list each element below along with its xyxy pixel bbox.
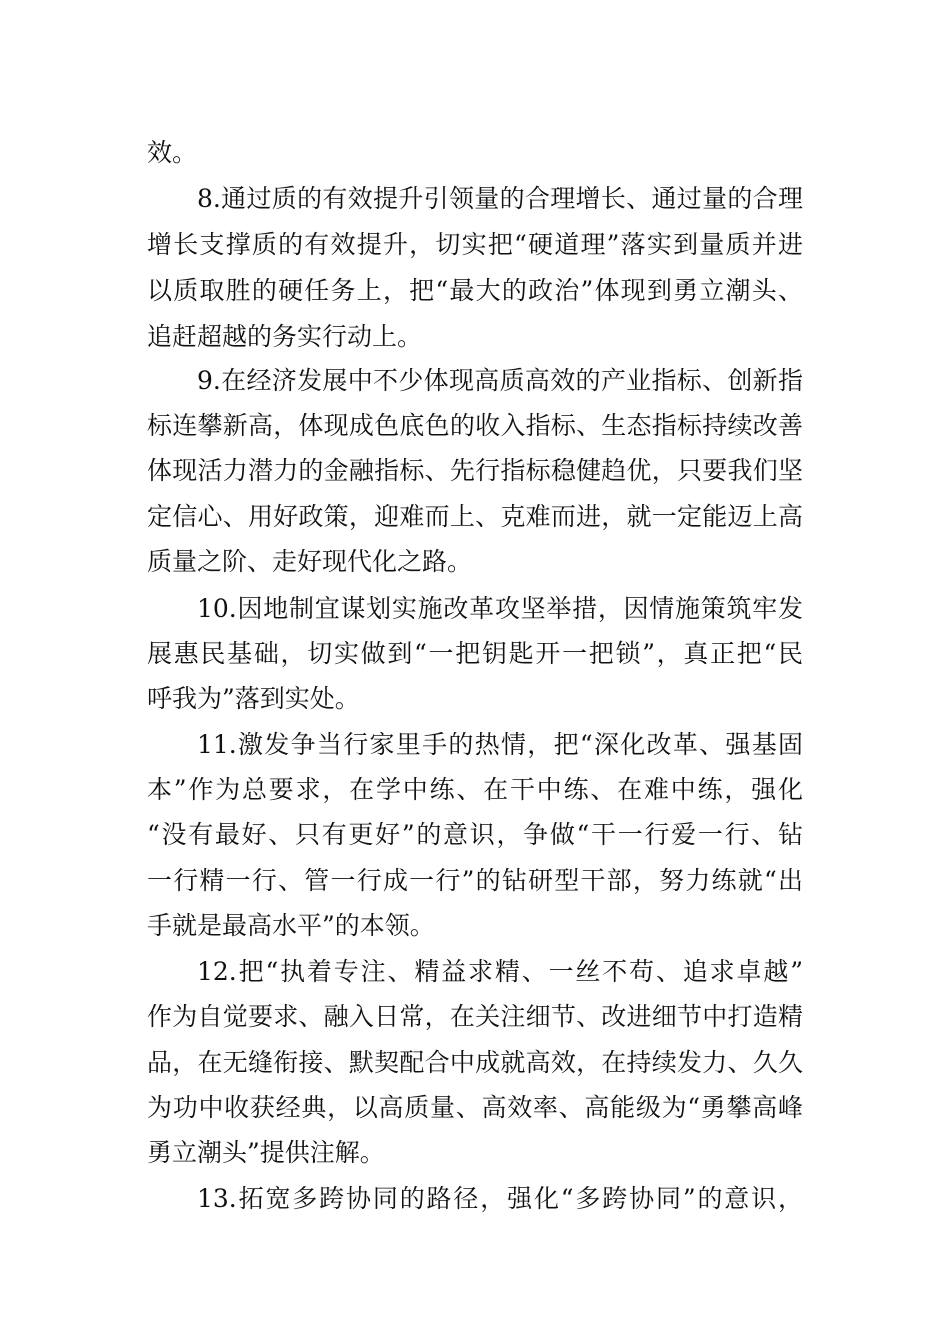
text-line: 作为自觉要求、融入日常，在关注细节、改进细节中打造精 xyxy=(147,1002,803,1031)
text-line: 呼我为”落到实处。 xyxy=(147,684,360,713)
text-line: 定信心、用好政策，迎难而上、克难而进，就一定能迈上高 xyxy=(147,502,803,531)
text-line: 追赶超越的务实行动上。 xyxy=(147,322,423,351)
text-line: 品，在无缝衔接、默契配合中成就高效，在持续发力、久久 xyxy=(147,1048,803,1077)
text-line: 体现活力潜力的金融指标、先行指标稳健趋优，只要我们坚 xyxy=(147,456,803,485)
text-line: 手就是最高水平”的本领。 xyxy=(147,911,435,940)
text-line: 展惠民基础，切实做到“一把钥匙开一把锁”，真正把“民 xyxy=(147,639,803,668)
text-line: 质量之阶、走好现代化之路。 xyxy=(147,547,473,576)
text-line: 为功中收获经典，以高质量、高效率、高能级为“勇攀高峰 xyxy=(147,1093,803,1122)
text-line: 12.把“执着专注、精益求精、一丝不苟、追求卓越” xyxy=(197,957,803,986)
text-line: 一行精一行、管一行成一行”的钻研型干部，努力练就“出 xyxy=(147,866,803,895)
text-line: 10.因地制宜谋划实施改革攻坚举措，因情施策筑牢发 xyxy=(197,594,803,623)
text-line: 本”作为总要求，在学中练、在干中练、在难中练，强化 xyxy=(147,775,803,804)
text-line: 11.激发争当行家里手的热情，把“深化改革、强基固 xyxy=(197,730,803,759)
text-line: 8.通过质的有效提升引领量的合理增长、通过量的合理 xyxy=(197,184,803,213)
text-line: 标连攀新高，体现成色底色的收入指标、生态指标持续改善 xyxy=(147,411,803,440)
text-line: 效。 xyxy=(147,138,198,167)
text-line: 以质取胜的硬任务上，把“最大的政治”体现到勇立潮头、 xyxy=(147,276,803,305)
text-line: “没有最好、只有更好”的意识，争做“干一行爱一行、钻 xyxy=(147,820,803,849)
text-line: 9.在经济发展中不少体现高质高效的产业指标、创新指 xyxy=(197,366,803,395)
text-line: 增长支撑质的有效提升，切实把“硬道理”落实到量质并进 xyxy=(147,230,803,259)
text-line: 勇立潮头”提供注解。 xyxy=(147,1138,385,1167)
text-line: 13.拓宽多跨协同的路径，强化“多跨协同”的意识， xyxy=(197,1184,803,1213)
